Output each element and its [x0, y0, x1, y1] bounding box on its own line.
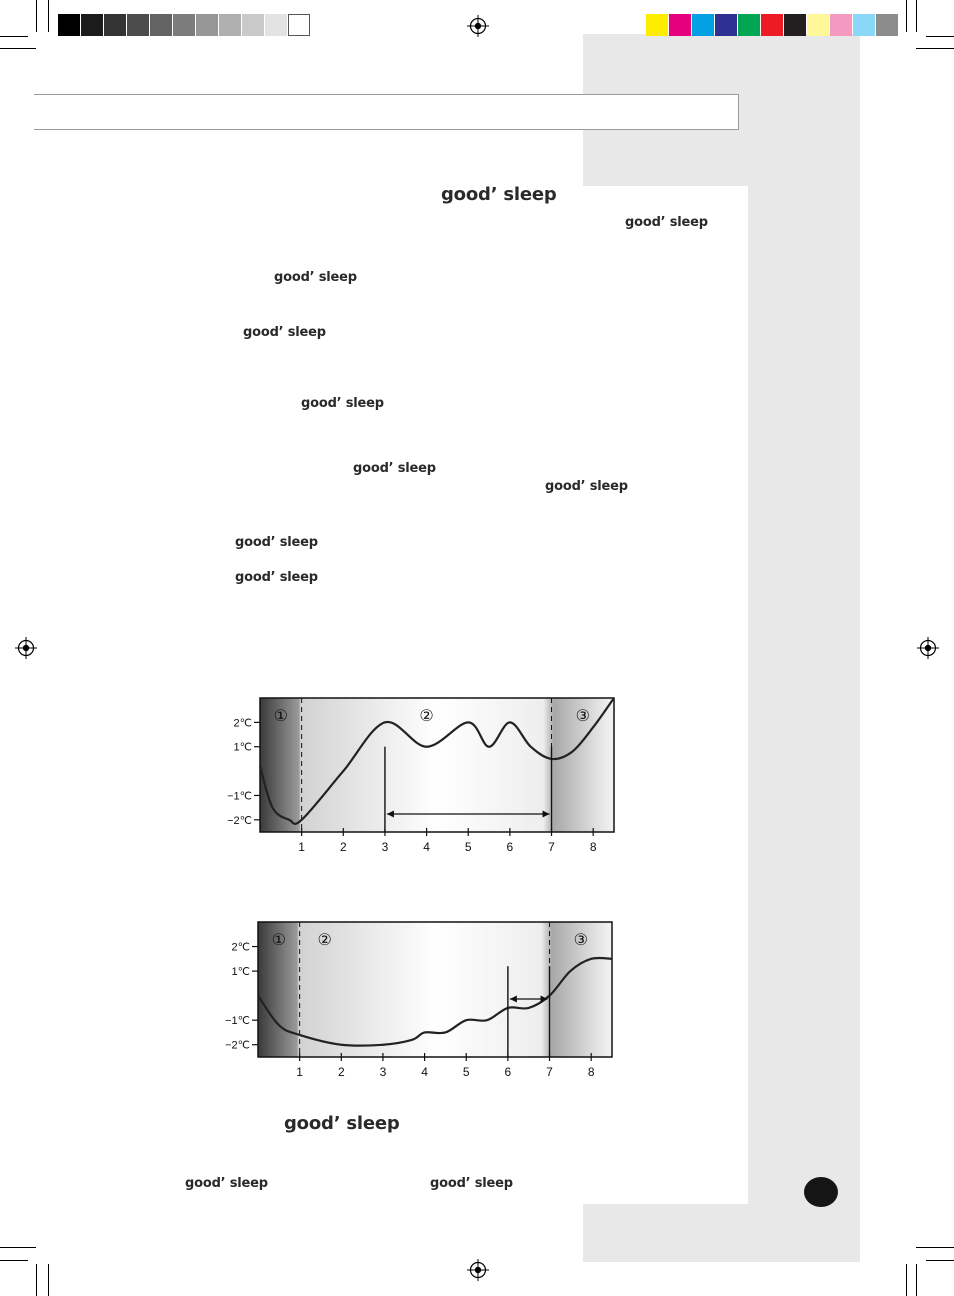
brand-mark: good’ sleep	[625, 215, 708, 230]
x-tick-label: 2	[339, 840, 347, 854]
x-tick-label: 6	[506, 840, 514, 854]
color-swatch	[784, 14, 806, 36]
x-tick-label: 3	[381, 840, 389, 854]
crop-mark	[36, 0, 37, 32]
x-tick-label: 4	[423, 840, 430, 854]
x-tick-label: 4	[421, 1065, 428, 1079]
gray-swatch	[265, 14, 287, 36]
gray-swatch	[288, 14, 310, 36]
cooling-temperature-chart	[220, 690, 630, 860]
brand-mark: good’ sleep	[185, 1176, 268, 1191]
x-tick-label: 7	[548, 840, 555, 854]
section-header-bar	[34, 94, 739, 130]
color-swatch	[761, 14, 783, 36]
crop-mark	[916, 1247, 954, 1248]
brand-mark: good’ sleep	[235, 535, 318, 550]
crop-mark	[906, 0, 907, 32]
phase-marker: ②	[419, 708, 434, 725]
phase-marker: ③	[573, 932, 588, 949]
phase-marker: ③	[575, 708, 590, 725]
y-tick-label: −1℃	[225, 1015, 250, 1028]
x-tick-label: 6	[504, 1065, 512, 1079]
heating-temperature-chart	[220, 915, 630, 1085]
color-swatch	[876, 14, 898, 36]
color-swatch	[669, 14, 691, 36]
crop-mark	[36, 1264, 37, 1296]
crop-mark	[48, 0, 49, 32]
x-tick-label: 1	[298, 840, 305, 854]
gray-swatch	[58, 14, 80, 36]
gray-swatch	[127, 14, 149, 36]
color-swatch	[807, 14, 829, 36]
x-tick-label: 8	[589, 840, 597, 854]
brand-mark: good’ sleep	[545, 479, 628, 494]
crop-mark	[48, 1264, 49, 1296]
registration-mark	[917, 637, 939, 659]
crop-mark	[0, 1247, 36, 1248]
y-tick-label: 1℃	[231, 966, 250, 979]
y-tick-label: 1℃	[233, 741, 252, 754]
brand-mark: good’ sleep	[274, 270, 357, 285]
registration-mark	[467, 15, 489, 37]
crop-mark	[916, 0, 917, 32]
x-tick-label: 7	[546, 1065, 553, 1079]
gray-swatch	[196, 14, 218, 36]
crop-mark	[0, 36, 28, 37]
color-swatch	[738, 14, 760, 36]
crop-mark	[926, 1260, 954, 1261]
registration-mark	[467, 1259, 489, 1281]
gray-swatch	[104, 14, 126, 36]
x-tick-label: 1	[296, 1065, 303, 1079]
crop-mark	[0, 48, 36, 49]
brand-mark: good’ sleep	[243, 325, 326, 340]
registration-mark	[15, 637, 37, 659]
color-swatch	[646, 14, 668, 36]
gray-swatch	[81, 14, 103, 36]
x-tick-label: 3	[379, 1065, 387, 1079]
y-tick-label: 2℃	[233, 717, 252, 730]
brand-mark: good’ sleep	[353, 461, 436, 476]
gray-swatch	[150, 14, 172, 36]
color-swatch	[830, 14, 852, 36]
crop-mark	[906, 1264, 907, 1296]
x-tick-label: 8	[587, 1065, 595, 1079]
y-tick-label: 2℃	[231, 941, 250, 954]
crop-mark	[916, 1264, 917, 1296]
crop-mark	[0, 1260, 28, 1261]
brand-mark: good’ sleep	[430, 1176, 513, 1191]
crop-mark	[926, 36, 954, 37]
color-swatch	[692, 14, 714, 36]
plot-area	[258, 922, 612, 1057]
brand-mark: good’ sleep	[301, 396, 384, 411]
gray-swatch	[242, 14, 264, 36]
phase-marker: ①	[273, 708, 288, 725]
y-tick-label: −1℃	[227, 790, 252, 803]
x-tick-label: 2	[337, 1065, 345, 1079]
y-tick-label: −2℃	[227, 814, 252, 827]
phase-marker: ②	[317, 932, 332, 949]
x-tick-label: 5	[462, 1065, 470, 1079]
phase-marker: ①	[271, 932, 286, 949]
brand-mark: good’ sleep	[441, 184, 557, 205]
brand-mark: good’ sleep	[284, 1113, 400, 1134]
y-tick-label: −2℃	[225, 1039, 250, 1052]
color-swatch	[715, 14, 737, 36]
page-number-badge	[804, 1177, 838, 1207]
crop-mark	[916, 48, 954, 49]
brand-mark: good’ sleep	[235, 570, 318, 585]
color-swatch	[853, 14, 875, 36]
x-tick-label: 5	[464, 840, 472, 854]
gray-swatch	[219, 14, 241, 36]
plot-area	[260, 698, 614, 832]
gray-swatch	[173, 14, 195, 36]
